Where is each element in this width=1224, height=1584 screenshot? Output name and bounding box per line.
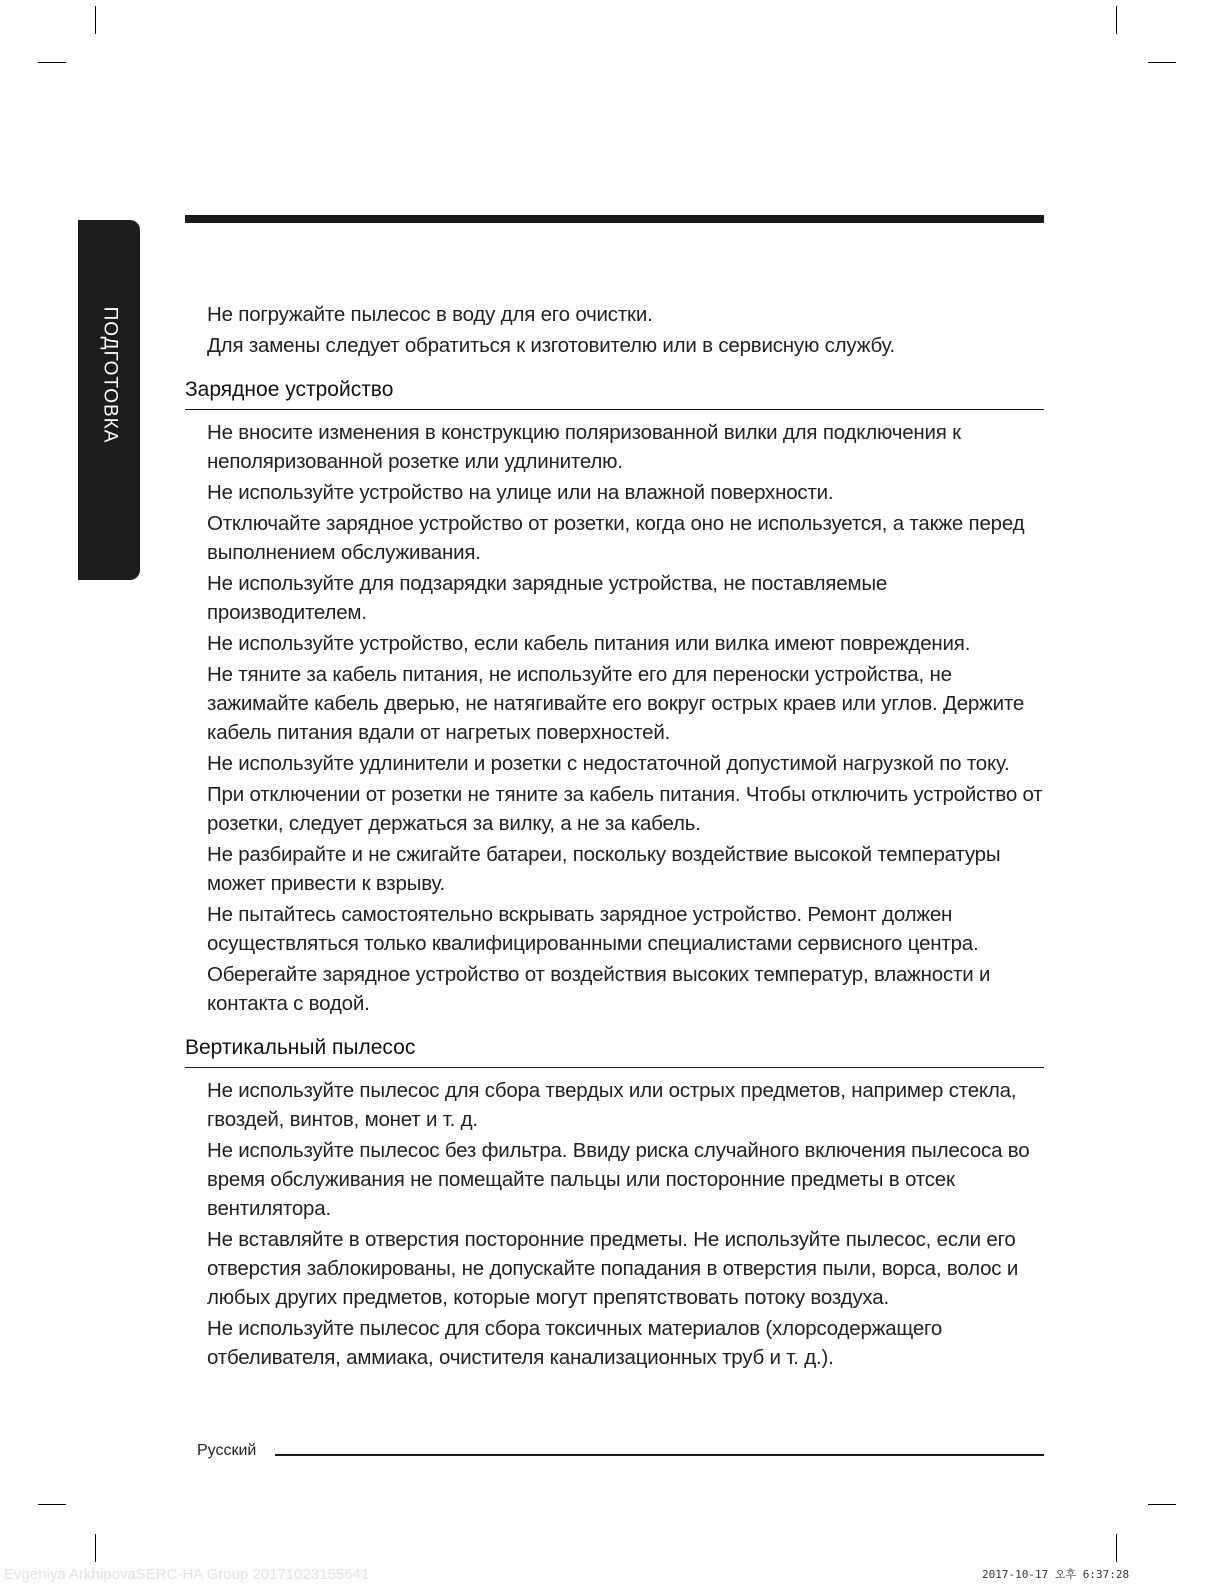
side-tab (78, 220, 140, 580)
charger-item: Не тяните за кабель питания, не используйте его для переноски устройства, не зажимайте кабель дверью, не натягивайте его вокруг острых краев или углов. Держите кабель питания вдали от нагретых поверхностей. (207, 663, 1025, 744)
charger-item: Не используйте для подзарядки зарядные устройства, не поставляемые производителем. (207, 572, 888, 624)
charger-item: Не разбирайте и не сжигайте батареи, поскольку воздействие высокой температуры может привести к взрыву. (207, 843, 1001, 895)
crop-mark (1116, 6, 1117, 34)
charger-item: Оберегайте зарядное устройство от воздействия высоких температур, влажности и контакта с водой. (207, 963, 991, 1015)
crop-mark (95, 1534, 96, 1562)
crop-mark (1148, 1504, 1176, 1505)
vacuum-item: Не вставляйте в отверстия посторонние предметы. Не используйте пылесос, если его отверстия заблокированы, не допускайте попадания в отверстия пыли, ворса, волос и любых других предметов, которые могут препятствовать потоку воздуха. (207, 1228, 1019, 1309)
print-timestamp: 2017-10-17 오후 6:37:28 (982, 1568, 1130, 1581)
charger-item: При отключении от розетки не тяните за кабель питания. Чтобы отключить устройство от розетки, следует держаться за вилку, а не за кабель. (207, 783, 1043, 835)
charger-item: Не вносите изменения в конструкцию поляризованной вилки для подключения к неполяризованной розетке или удлинителю. (207, 421, 961, 473)
crop-mark (38, 62, 66, 63)
vacuum-item: Не используйте пылесос для сбора токсичных материалов (хлорсодержащего отбеливателя, аммиака, очистителя канализационных труб и т. д.). (207, 1317, 943, 1369)
crop-mark (38, 1504, 66, 1505)
section-heading-charger: Зарядное устройство (185, 377, 1044, 410)
intro-paragraph: Не погружайте пылесос в воду для его очистки. (207, 303, 653, 326)
section-heading-upright-vacuum: Вертикальный пылесос (185, 1035, 1044, 1068)
vacuum-item: Не используйте пылесос без фильтра. Ввиду риска случайного включения пылесоса во время обслуживания не помещайте пальцы или посторонние предметы в отсек вентилятора. (207, 1139, 1030, 1220)
footer-language: Русский (197, 1442, 257, 1459)
crop-mark (1148, 62, 1176, 63)
charger-item: Не используйте устройство на улице или на влажной поверхности. (207, 481, 834, 504)
side-tab-label: ПОДГОТОВКА (99, 306, 120, 444)
vacuum-item: Не используйте пылесос для сбора твердых или острых предметов, например стекла, гвоздей, винтов, монет и т. д. (207, 1079, 1017, 1131)
page-content (185, 300, 1044, 1374)
crop-mark (95, 6, 96, 34)
top-rule (185, 215, 1044, 223)
crop-mark (1116, 1534, 1117, 1562)
print-watermark: Evgeniya ArkhipovaSERC-HA Group 20171023155641 (4, 1566, 370, 1583)
charger-item: Отключайте зарядное устройство от розетки, когда оно не используется, а также перед выполнением обслуживания. (207, 512, 1025, 564)
charger-item: Не используйте удлинители и розетки с недостаточной допустимой нагрузкой по току. (207, 752, 1010, 775)
intro-paragraph: Для замены следует обратиться к изготовителю или в сервисную службу. (207, 334, 896, 357)
footer-rule (275, 1454, 1044, 1456)
charger-item: Не используйте устройство, если кабель питания или вилка имеют повреждения. (207, 632, 971, 655)
charger-item: Не пытайтесь самостоятельно вскрывать зарядное устройство. Ремонт должен осуществляться только квалифицированными специалистами сервисного центра. (207, 903, 979, 955)
